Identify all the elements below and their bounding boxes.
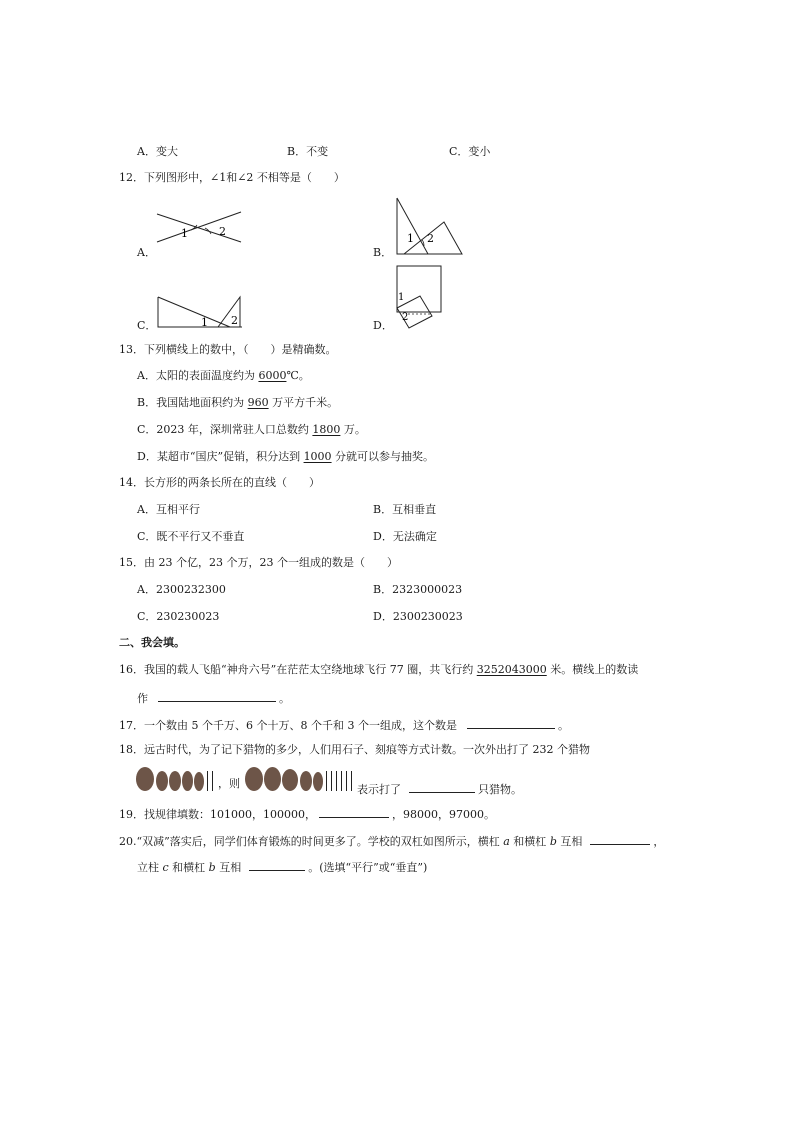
- q18-stones-example: [136, 767, 216, 791]
- q13-option-a: A．太阳的表面温度约为 6000℃。: [137, 369, 310, 382]
- q14-option-b: B．互相垂直: [373, 503, 437, 516]
- q12-figure-b: [394, 196, 466, 258]
- q19-answer-blank[interactable]: [319, 806, 389, 818]
- q12-label-a: A．: [137, 246, 156, 259]
- q12-c-angle2: 2: [231, 314, 238, 327]
- q20-line2: 立柱 c 和横杠 b 互相 。(选填“平行”或“垂直”): [137, 861, 428, 874]
- q16-number: 3252043000: [476, 663, 547, 676]
- q20-answer-blank-1[interactable]: [590, 833, 650, 845]
- q15-option-b: B．2323000023: [373, 583, 463, 596]
- q12-label-b: B．: [373, 246, 393, 259]
- q12-b-angle2: 2: [427, 232, 434, 245]
- q13-option-c: C．2023 年，深圳常驻人口总数约 1800 万。: [137, 423, 366, 436]
- q18-line2: 表示打了 只猎物。: [357, 783, 522, 796]
- q15-option-a: A．2300232300: [137, 583, 226, 596]
- q16-line2: 作 。: [137, 692, 290, 705]
- q18-line1: 18．远古时代，为了记下猎物的多少，人们用石子、刻痕等方式计数。一次外出打了 232 个猎物: [119, 743, 590, 756]
- q13-stem: 13．下列横线上的数中，（ ）是精确数。: [119, 343, 337, 356]
- q12-d-angle2: 2: [402, 312, 409, 323]
- q20-answer-blank-2[interactable]: [249, 859, 305, 871]
- q18-stones-question: [245, 767, 357, 791]
- q12-a-angle1: 1: [181, 227, 188, 240]
- q20-line1: 20.“双减”落实后，同学们体育锻炼的时间更多了。学校的双杠如图所示，横杠 a 和横杠 b 互相 ，: [119, 835, 665, 848]
- q12-b-angle1: 1: [407, 232, 414, 245]
- q12-figure-c: [156, 294, 246, 330]
- q15-option-c: C．230230023: [137, 610, 220, 623]
- q12-label-c: C．: [137, 319, 157, 332]
- q15-stem: 15．由 23 个亿，23 个万，23 个一组成的数是（ ）: [119, 556, 398, 569]
- q19-line: 19．找规律填数：101000，100000， ，98000，97000。: [119, 808, 495, 821]
- q11-option-a: A．变大: [137, 145, 178, 158]
- q14-stem: 14．长方形的两条长所在的直线（ ）: [119, 476, 320, 489]
- q18-mid: ，则: [218, 777, 240, 790]
- q14-option-c: C．既不平行又不垂直: [137, 530, 245, 543]
- q11-option-c: C．变小: [449, 145, 491, 158]
- q13-option-d: D．某超市“国庆”促销，积分达到 1000 分就可以参与抽奖。: [137, 450, 435, 463]
- q12-label-d: D．: [373, 319, 393, 332]
- q12-a-angle2: 2: [219, 225, 226, 238]
- q17-line: 17．一个数由 5 个千万、6 个十万、8 个千和 3 个一组成，这个数是 。: [119, 719, 569, 732]
- q12-d-angle1: 1: [398, 292, 405, 303]
- q13-b-number: 960: [247, 396, 269, 409]
- q13-a-number: 6000: [258, 369, 287, 382]
- q17-answer-blank[interactable]: [467, 717, 555, 729]
- q13-option-b: B．我国陆地面积约为 960 万平方千米。: [137, 396, 339, 409]
- q16-answer-blank[interactable]: [158, 690, 276, 702]
- q13-c-number: 1800: [312, 423, 341, 436]
- q12-c-angle1: 1: [201, 316, 208, 329]
- q16-line1: 16．我国的载人飞船“神舟六号”在茫茫太空绕地球飞行 77 圈，共飞行约 3252043000 米。横线上的数读: [119, 663, 639, 676]
- q11-option-b: B．不变: [287, 145, 329, 158]
- q12-figure-d: [394, 264, 446, 332]
- q15-option-d: D．2300230023: [373, 610, 463, 623]
- q13-d-number: 1000: [303, 450, 332, 463]
- q12-figure-a: [155, 208, 245, 248]
- q14-option-a: A．互相平行: [137, 503, 200, 516]
- q14-option-d: D．无法确定: [373, 530, 437, 543]
- q18-answer-blank[interactable]: [409, 781, 475, 793]
- section2-title: 二、我会填。: [119, 636, 185, 649]
- q12-stem: 12．下列图形中，∠1和∠2 不相等是（ ）: [119, 171, 345, 184]
